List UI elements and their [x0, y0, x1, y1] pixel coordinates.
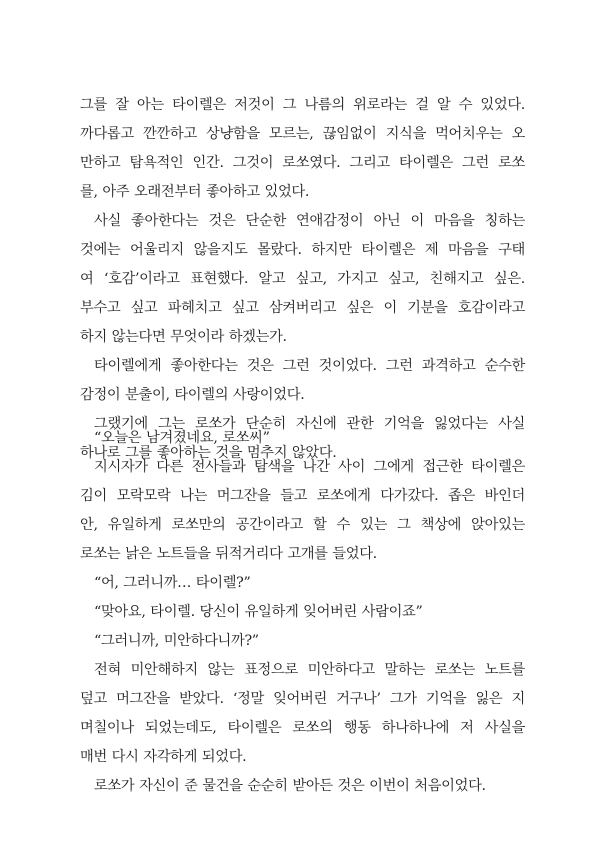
text-line: “오늘은 남겨졌네요, 로쏘씨”	[94, 430, 270, 446]
text-line: “그러니까, 미안하다니까?”	[94, 633, 259, 649]
text-line: 덮고 머그잔을 받았다. ‘정말 잊어버린 거구나’ 그가 기억을 잃은 지	[80, 691, 525, 707]
text-line: 전혀 미안해하지 않는 표정으로 미안하다고 말하는 로쏘는 노트를	[94, 662, 525, 678]
text-line: 만하고 탐욕적인 인간. 그것이 로쏘였다. 그리고 타이렐은 그런 로쏘	[80, 155, 525, 171]
text-line: “맞아요, 타이렐. 당신이 유일하게 잊어버린 사람이죠”	[94, 604, 423, 620]
text-line: 여 ‘호감’이라고 표현했다. 알고 싶고, 가지고 싶고, 친해지고 싶은.	[80, 271, 525, 287]
body-text-section-1	[80, 91, 525, 468]
text-line: 지시자가 다른 전사들과 탐색을 나간 사이 그에게 접근한 타이렐은	[94, 459, 525, 475]
body-text-section-2	[80, 424, 525, 801]
text-line: 로쏘가 자신이 준 물건을 순순히 받아든 것은 이번이 처음이었다.	[94, 778, 486, 794]
text-line: 사실 좋아한다는 것은 단순한 연애감정이 아닌 이 마음을 칭하는	[94, 213, 525, 229]
text-line: 매번 다시 자각하게 되었다.	[80, 749, 247, 765]
text-line: 그를 잘 아는 타이렐은 저것이 그 나름의 위로라는 걸 알 수 있었다.	[80, 97, 525, 113]
text-line: 를, 아주 오래전부터 좋아하고 있었다.	[80, 184, 310, 200]
text-line: 까다롭고 깐깐하고 상냥함을 모르는, 끊임없이 지식을 먹어치우는 오	[80, 126, 525, 142]
text-line: “어, 그러니까… 타이렐?”	[94, 575, 251, 591]
text-line: 안, 유일하게 로쏘만의 공간이라고 할 수 있는 그 책상에 앉아있는	[80, 517, 525, 533]
text-line: 하지 않는다면 무엇이라 하겠는가.	[80, 329, 287, 345]
text-line: 부수고 싶고 파헤치고 싶고 삼켜버리고 싶은 이 기분을 호감이라고	[80, 300, 525, 316]
text-line: 하나로 그를 좋아하는 것을 멈추지 않았다.	[80, 445, 337, 461]
text-line: 타이렐에게 좋아한다는 것은 그런 것이었다. 그런 과격하고 순수한	[94, 358, 525, 374]
text-line: 로쏘는 낡은 노트들을 뒤적거리다 고개를 들었다.	[80, 546, 377, 562]
text-line: 그랬기에 그는 로쏘가 단순히 자신에 관한 기억을 잃었다는 사실	[94, 416, 525, 432]
text-line: 것에는 어울리지 않을지도 몰랐다. 하지만 타이렐은 제 마음을 구태	[80, 242, 525, 258]
text-line: 감정이 분출이, 타이렐의 사랑이었다.	[80, 387, 305, 403]
text-line: 며칠이나 되었는데도, 타이렐은 로쏘의 행동 하나하나에 저 사실을	[80, 720, 525, 736]
text-line: 김이 모락모락 나는 머그잔을 들고 로쏘에게 다가갔다. 좁은 바인더	[80, 488, 525, 504]
